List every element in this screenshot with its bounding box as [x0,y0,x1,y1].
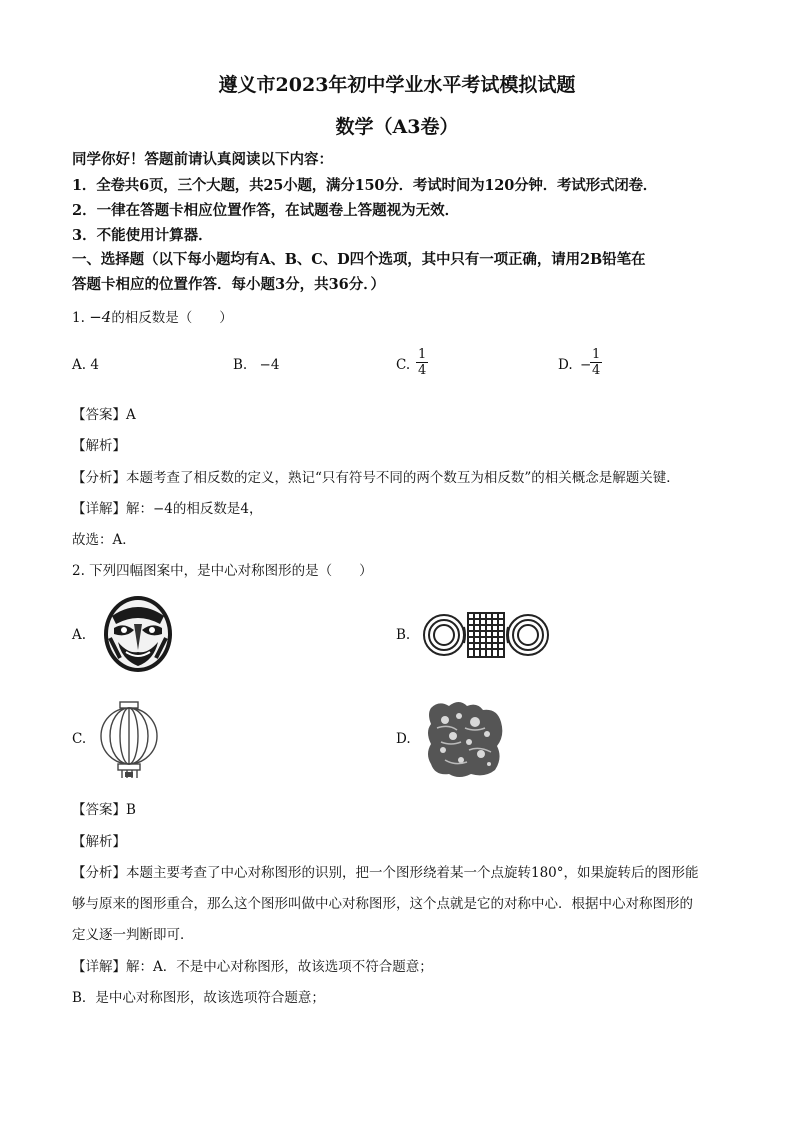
q1-option-c-numerator: 1 [418,347,427,362]
q1-analysis-heading: 【解析】 [72,438,126,454]
q1-option-d-sign: − [580,357,592,373]
section1-heading-line2: 答题卡相应的位置作答．每小题3分，共36分．） [72,276,386,293]
q1-option-c-denominator: 4 [418,363,427,378]
q2-option-b-label: B. [396,627,411,643]
q1-option-d-label: D. [558,357,573,373]
exam-title: 遵义市2023年初中学业水平考试模拟试题 [218,74,576,96]
q1-answer: 【答案】A [72,407,136,423]
q1-math: −4 [89,308,112,326]
q2-option-c-label: C. [72,731,87,747]
q1-option-a: A. 4 [72,357,99,373]
section1-heading-line1: 一、选择题（以下每小题均有A、B、C、D四个选项，其中只有一项正确，请用2B铅笔在 [72,251,646,268]
exam-subtitle: 数学（A3卷） [335,116,459,138]
q1-detail: 【详解】解：−4的相反数是4， [72,501,263,517]
instruction-item-3: 3．不能使用计算器． [72,227,213,244]
q2-option-a-label: A. [72,627,87,643]
q2-detail-line-2: B．是中心对称图形，故该选项符合题意； [72,990,325,1006]
q2-analysis-line-1: 【分析】本题主要考查了中心对称图形的识别，把一个图形绕着某一个点旋转180°，如果旋转后的图形能 [72,865,699,881]
q1-number: 1. [72,310,85,326]
q2-stem: 2. 下列四幅图案中，是中心对称图形的是（ ） [72,563,373,579]
q2-detail-line-1: 【详解】解：A．不是中心对称图形，故该选项不符合题意； [72,959,433,975]
q1-conclusion: 故选：A． [72,532,136,548]
q1-option-d-numerator: 1 [592,347,601,362]
q2-analysis-heading: 【解析】 [72,834,126,850]
q2-analysis-line-3: 定义逐一判断即可． [72,927,194,943]
q1-analysis: 【分析】本题考查了相反数的定义，熟记“只有符号不同的两个数互为相反数”的相关概念是解题关键． [72,470,680,486]
q1-option-b-label: B. [233,357,248,373]
q2-analysis-line-2: 够与原来的图形重合，那么这个图形叫做中心对称图形，这个点就是它的对称中心．根据中心对称图形的 [72,896,693,912]
papercut-tiger-image [425,698,505,780]
instruction-item-1: 1．全卷共6页，三个大题，共25小题，满分150分．考试时间为120分钟．考试形式闭卷． [72,177,658,194]
q2-option-d-label: D. [396,731,411,747]
instruction-item-2: 2．一律在答题卡相应位置作答，在试题卷上答题视为无效． [72,202,460,219]
lantern-image [98,700,160,780]
q2-answer: 【答案】B [72,802,136,818]
q1-option-b [233,357,279,373]
q1-option-b-value: −4 [259,357,280,373]
q1-option-c-label: C. [396,357,411,373]
q1-option-c-fraction [416,347,428,378]
chinese-knot-image [422,605,550,665]
opera-mask-image [100,594,176,674]
q1-option-d-denominator: 4 [592,363,601,378]
q1-stem-text: 的相反数是（ ） [111,310,233,326]
instructions-greeting: 同学你好！答题前请认真阅读以下内容： [72,151,333,168]
q1-option-d-fraction [590,347,602,378]
q1-stem [72,306,233,326]
